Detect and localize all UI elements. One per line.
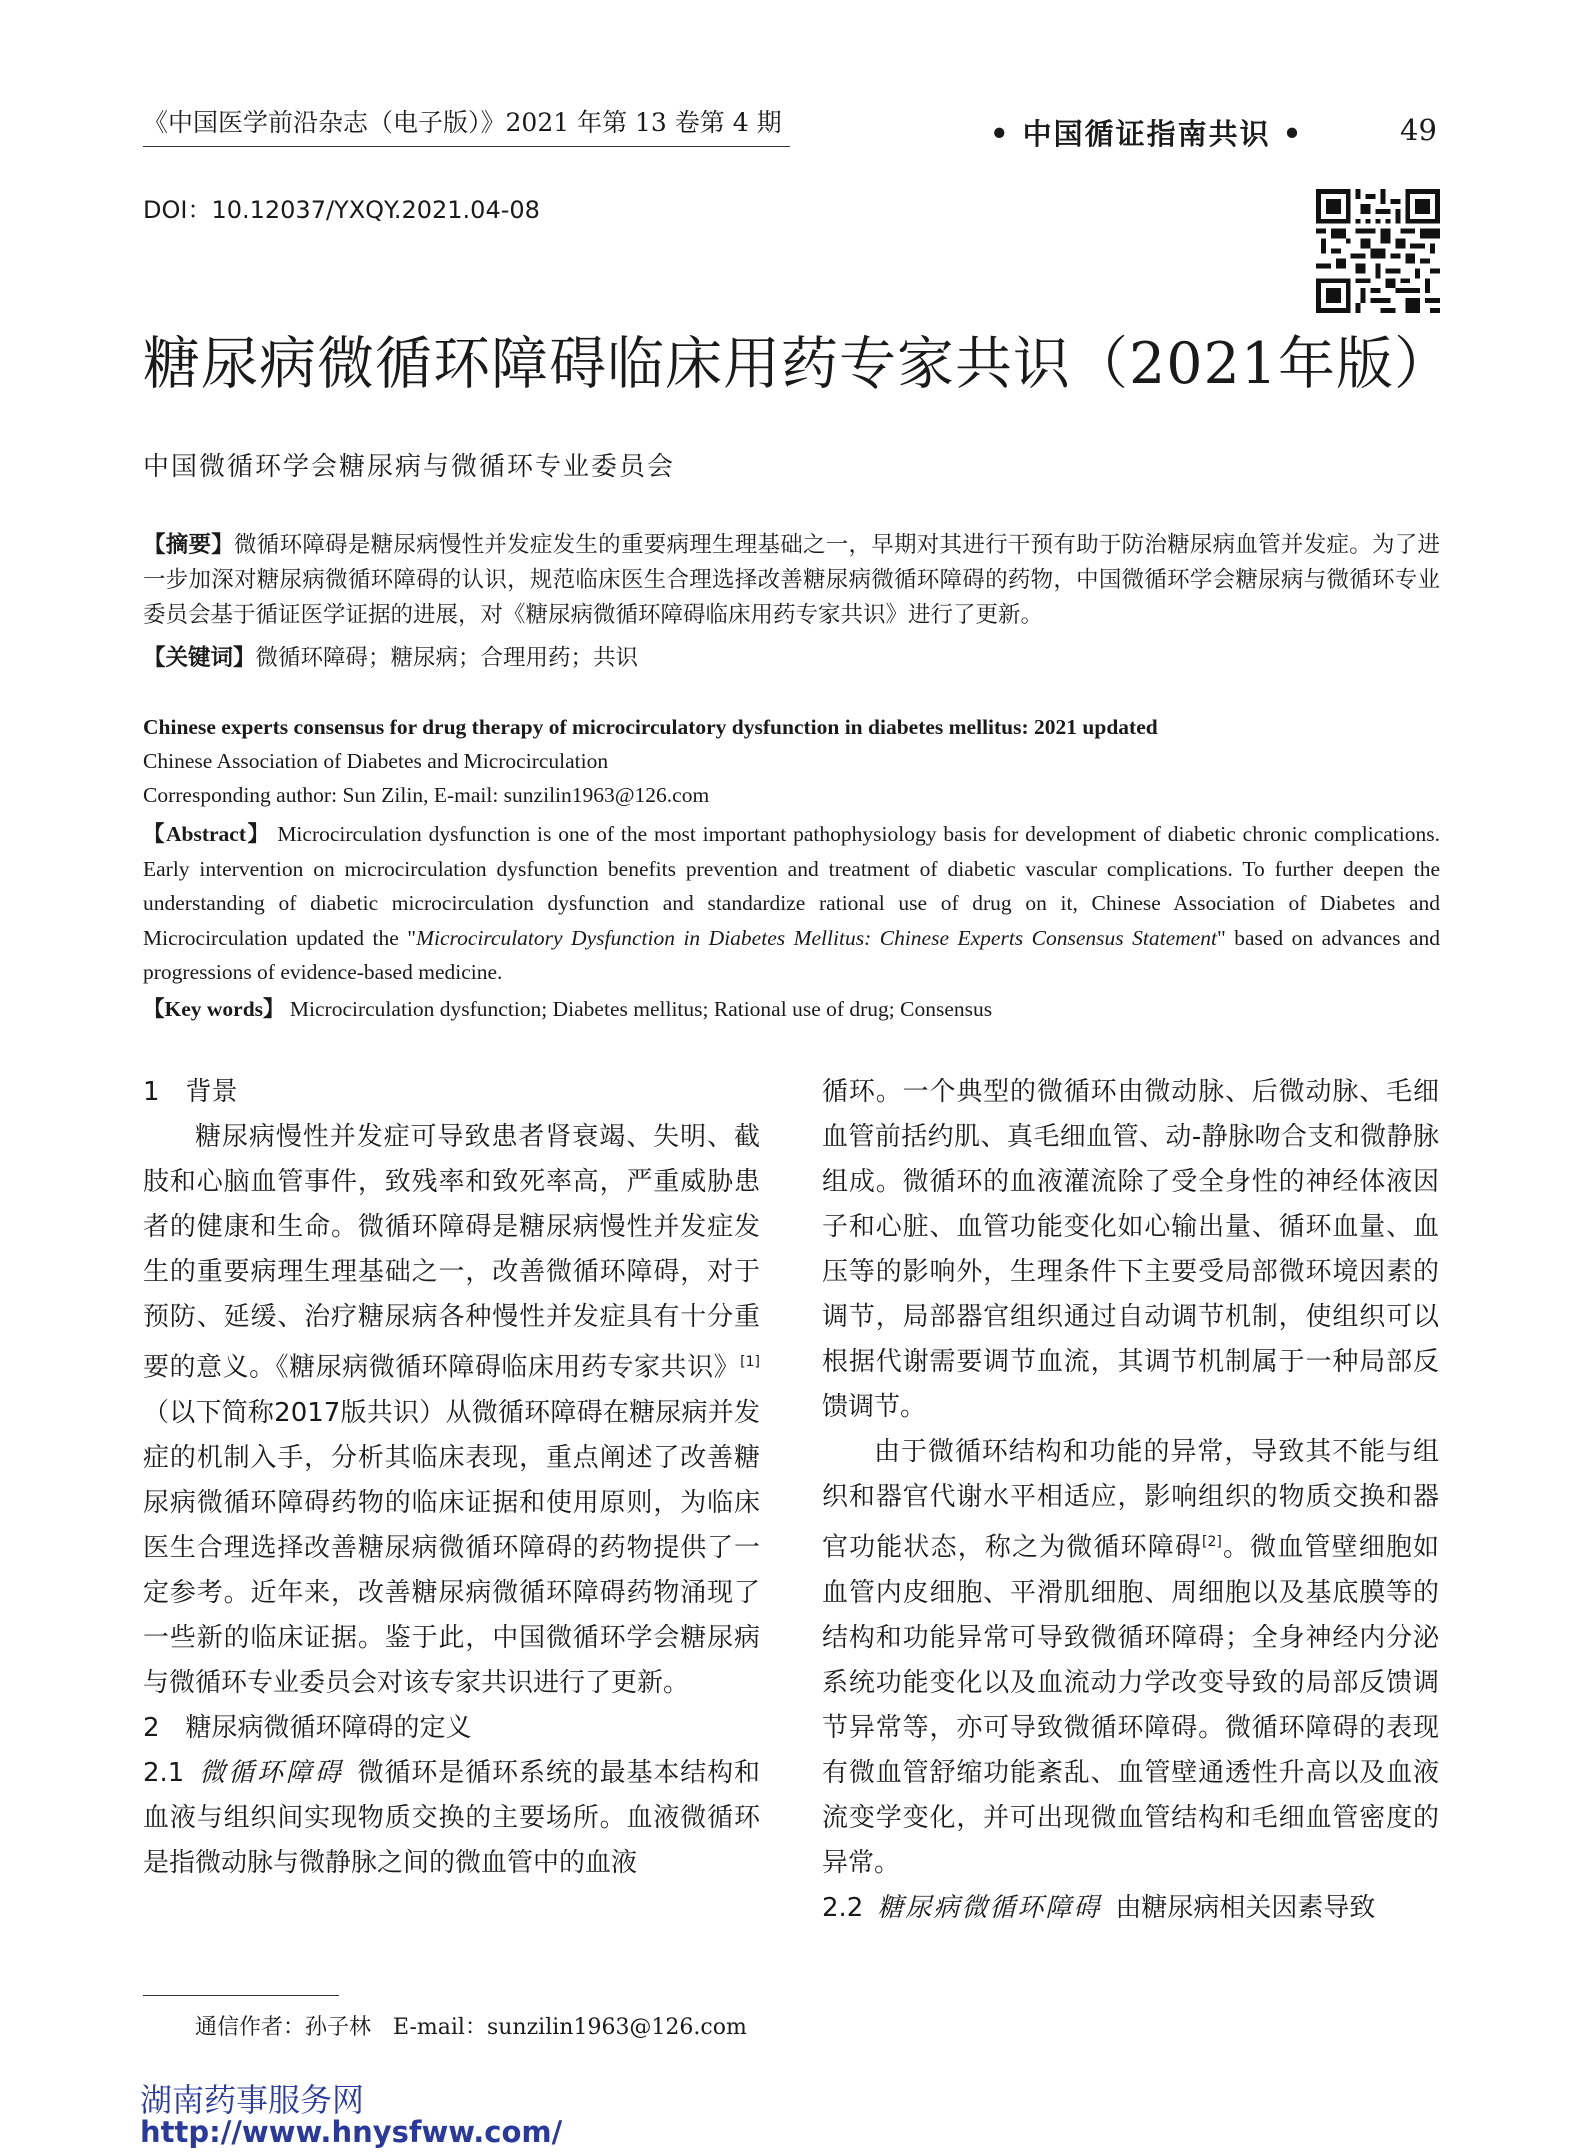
paragraph-text: （以下简称2017版共识）从微循环障碍在糖尿病并发症的机制入手，分析其临床表现，重点阐述了改善糖尿病微循环障碍药物的临床证据和使用原则，为临床医生合理选择改善糖尿病微循环障碍的药物提供了一定参考。近年来，改善糖尿病微循环障碍药物涌现了一些新的临床证据。鉴于此，中国微循环学会糖尿病与微循环专业委员会对该专家共识进行了更新。 bbox=[143, 1397, 760, 1698]
doi: DOI：10.12037/YXQY.2021.04-08 bbox=[143, 196, 540, 224]
paper-title: 糖尿病微循环障碍临床用药专家共识（2021年版） bbox=[143, 331, 1453, 397]
paragraph-text: 由糖尿病相关因素导致 bbox=[1115, 1892, 1376, 1923]
abstract-label: 【摘要】 bbox=[143, 532, 235, 558]
paragraph-text: 。微血管壁细胞如血管内皮细胞、平滑肌细胞、周细胞以及基底膜等的结构和功能异常可导致微循环障碍；全身神经内分泌系统功能变化以及血流动力学改变导致的局部反馈调节异常等，亦可导致微循环障碍。微循环障碍的表现有微血管舒缩功能紊乱、血管壁通透性升高以及血液流变学变化，并可出现微血管结构和毛细血管密度的异常。 bbox=[822, 1532, 1439, 1878]
section-1-heading: 1 背景 bbox=[143, 1077, 238, 1107]
citation-2: [2] bbox=[1202, 1534, 1222, 1550]
subsection-2-2 bbox=[822, 1886, 1439, 1931]
watermark-name: 湖南药事服务网 bbox=[140, 2081, 365, 2119]
paragraph bbox=[822, 1430, 1439, 1886]
english-abstract-text-2: " based on advances and progressions of evidence-based medicine. bbox=[143, 925, 1440, 984]
abstract-chinese bbox=[143, 528, 1440, 633]
header-rule bbox=[143, 146, 790, 147]
keywords-english bbox=[143, 992, 992, 1023]
section-name: • 中国循证指南共识 • bbox=[990, 117, 1304, 151]
body-column-left bbox=[143, 1070, 760, 1886]
paragraph-text: 由于微循环结构和功能的异常，导致其不能与组织和器官代谢水平相适应，影响组织的物质交换和器官功能状态，称之为微循环障碍 bbox=[822, 1437, 1439, 1563]
subsection-title: 微循环障碍 bbox=[198, 1757, 344, 1788]
abstract-text: 微循环障碍是糖尿病慢性并发症发生的重要病理生理基础之一，早期对其进行干预有助于防治糖尿病血管并发症。为了进一步加深对糖尿病微循环障碍的认识，规范临床医生合理选择改善糖尿病微循环障碍的药物，中国微循环学会糖尿病与微循环专业委员会基于循证医学证据的进展，对《糖尿病微循环障碍临床用药专家共识》进行了更新。 bbox=[143, 532, 1440, 628]
paragraph-text: 微循环是循环系统的最基本结构和血液与组织间实现物质交换的主要场所。血液微循环是指微动脉与微静脉之间的微血管中的血液 bbox=[143, 1757, 760, 1878]
page-number: 49 bbox=[1400, 113, 1437, 147]
body-column-right bbox=[822, 1070, 1439, 1931]
english-abstract-italic-title: Microcirculatory Dysfunction in Diabetes Mellitus: Chinese Experts Consensus Statement bbox=[416, 925, 1217, 950]
paragraph-continuation: 循环。一个典型的微循环由微动脉、后微动脉、毛细血管前括约肌、真毛细血管、动-静脉吻合支和微静脉组成。微循环的血液灌流除了受全身性的神经体液因子和心脏、血管功能变化如心输出量、循环血量、血压等的影响外，生理条件下主要受局部微环境因素的调节，局部器官组织通过自动调节机制，使组织可以根据代谢需要调节血流，其调节机制属于一种局部反馈调节。 bbox=[822, 1077, 1439, 1422]
corresponding-author: Corresponding author: Sun Zilin, E-mail: sunzilin1963@126.com bbox=[143, 783, 710, 807]
qr-code-icon bbox=[1316, 189, 1440, 313]
english-title: Chinese experts consensus for drug therapy of microcirculatory dysfunction in diabetes mellitus: 2021 updated bbox=[143, 715, 1158, 739]
section-1-paragraph bbox=[143, 1115, 760, 1706]
author-organization: 中国微循环学会糖尿病与微循环专业委员会 bbox=[143, 452, 676, 482]
abstract-english bbox=[143, 817, 1440, 990]
keywords-text: 微循环障碍；糖尿病；合理用药；共识 bbox=[255, 645, 639, 671]
subsection-2-1 bbox=[143, 1751, 760, 1886]
subsection-number: 2.2 bbox=[822, 1892, 864, 1923]
section-2-heading: 2 糖尿病微循环障碍的定义 bbox=[143, 1712, 472, 1743]
footnote: 通信作者：孙子林 E-mail：sunzilin1963@126.com bbox=[195, 2015, 747, 2040]
english-organization: Chinese Association of Diabetes and Microcirculation bbox=[143, 749, 609, 773]
keywords-chinese bbox=[143, 640, 638, 672]
english-keywords-label: 【Key words】 bbox=[143, 997, 285, 1021]
subsection-title: 糖尿病微循环障碍 bbox=[877, 1892, 1102, 1923]
watermark-url[interactable]: http://www.hnysfww.com/ bbox=[140, 2115, 563, 2149]
paragraph-text: 糖尿病慢性并发症可导致患者肾衰竭、失明、截肢和心脑血管事件，致残率和致死率高，严重威胁患者的健康和生命。微循环障碍是糖尿病慢性并发症发生的重要病理生理基础之一，改善微循环障碍，对于预防、延缓、治疗糖尿病各种慢性并发症具有十分重要的意义。《糖尿病微循环障碍临床用药专家共识》 bbox=[143, 1122, 760, 1383]
citation-1: [1] bbox=[740, 1354, 760, 1370]
english-abstract-label: 【Abstract】 bbox=[143, 822, 271, 846]
footnote-rule bbox=[143, 1995, 339, 1996]
subsection-number: 2.1 bbox=[143, 1757, 185, 1788]
english-keywords-text: Microcirculation dysfunction; Diabetes mellitus; Rational use of drug; Consensus bbox=[289, 997, 993, 1021]
english-abstract-text-1: Microcirculation dysfunction is one of the most important pathophysiology basis for development of diabetic chronic complications. Early intervention on microcirculation dysfunction benefits prevention and treatment of diabetic vascular complications. To further deepen the understanding of diabetic microcirculation dysfunction and standardize rational use of drug on it, Chinese Association of Diabetes and Microcirculation updated the " bbox=[143, 822, 1440, 950]
journal-citation: 《中国医学前沿杂志（电子版）》2021 年第 13 卷第 4 期 bbox=[143, 108, 782, 137]
keywords-label: 【关键词】 bbox=[143, 645, 256, 671]
